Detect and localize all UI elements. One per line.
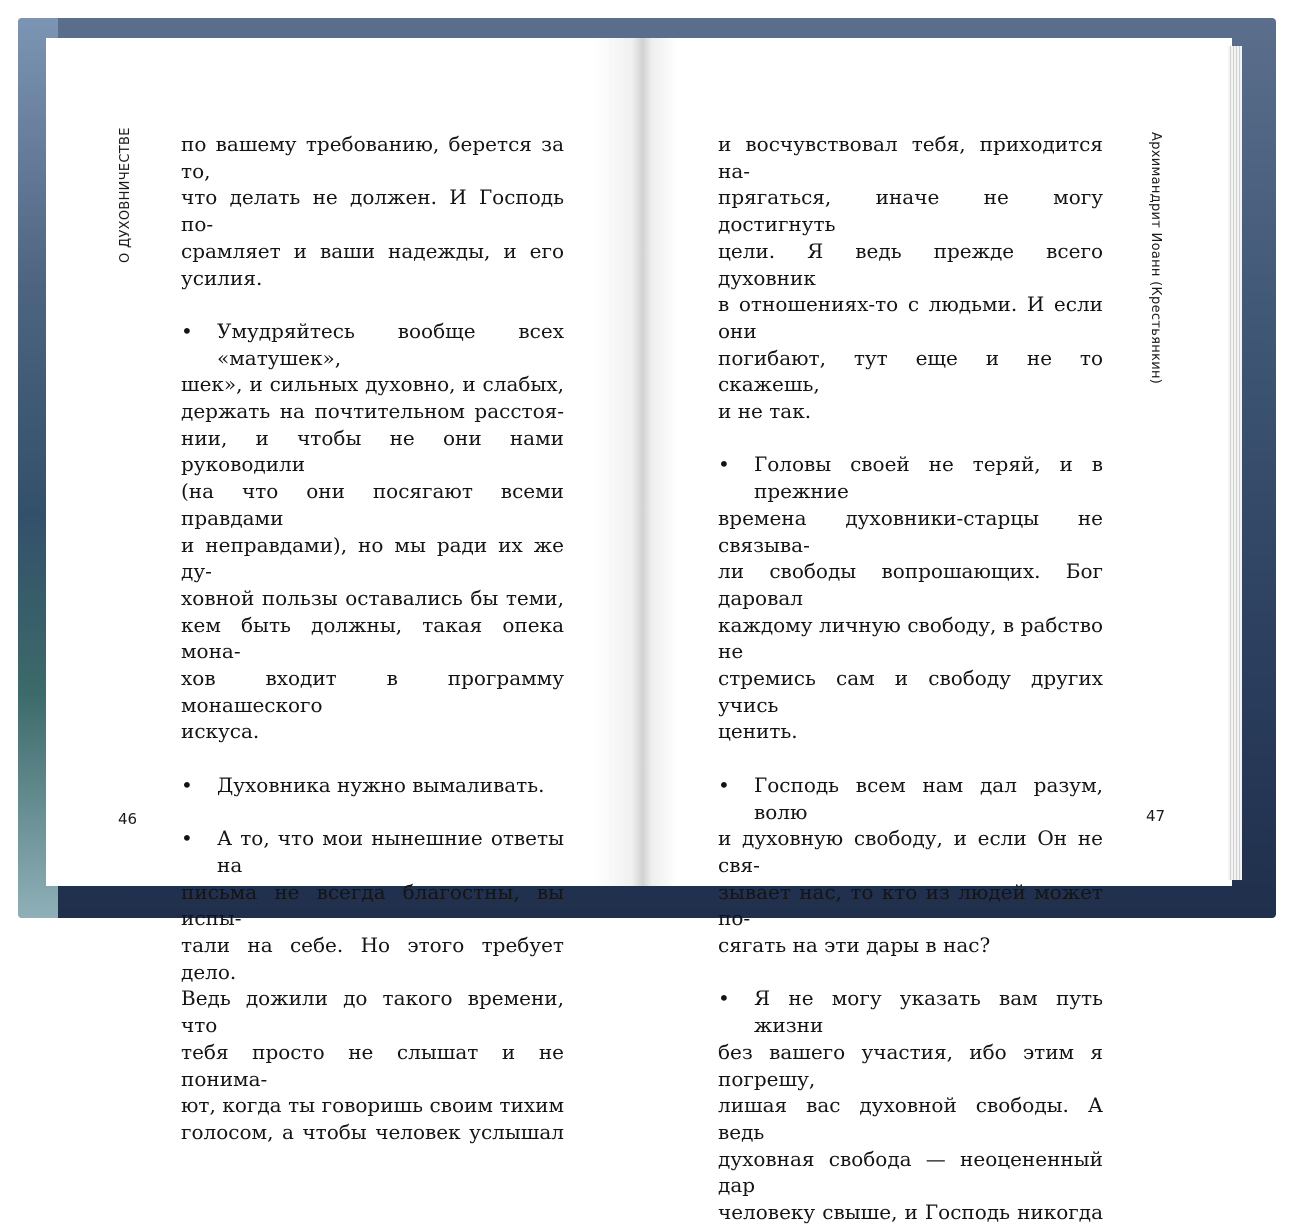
text-line: Духовника нужно вымаливать. (217, 772, 545, 797)
text-line: и духовную свободу, и если Он не свя- (718, 826, 1103, 877)
text-line: Я не могу указать вам путь жизни (754, 986, 1103, 1038)
text-line: что делать не должен. И Господь по- (181, 185, 564, 237)
text-line: ют, когда ты говоришь своим тихим (181, 1093, 564, 1118)
text-line: зывает нас, то кто из людей может по- (718, 879, 1103, 931)
text-line: и неправдами), но мы ради их же ду- (181, 532, 564, 584)
bullet-paragraph-start (181, 772, 564, 799)
text-line: (на что они посягают всеми правдами (181, 479, 564, 530)
text-line: каждому личную свободу, в рабство не (718, 612, 1103, 664)
text-line: ценить. (718, 719, 798, 744)
text-line: духовная свобода — неоцененный дар (718, 1146, 1103, 1198)
right-page-text (718, 131, 1103, 1226)
bullet-icon: • (181, 826, 193, 851)
text-line: человеку свыше, и Господь никогда (718, 1200, 1103, 1225)
page-number-right: 47 (1146, 807, 1166, 825)
text-line: Ведь дожили до такого времени, что (181, 986, 564, 1038)
left-page-text (181, 131, 564, 1146)
bullet-paragraph-start (181, 318, 564, 371)
text-line: ли свободы вопрошающих. Бог даровал (718, 559, 1103, 610)
page-number-left: 46 (118, 810, 138, 828)
text-line: кем быть должны, такая опека мона- (181, 612, 564, 664)
text-line: погибают, тут еще и не то скажешь, (718, 345, 1103, 397)
text-line: по вашему требованию, берется за то, (181, 132, 564, 183)
bullet-icon: • (718, 452, 730, 477)
text-line: прягаться, иначе не могу достигнуть (718, 185, 1103, 237)
text-line: письма не всегда благостны, вы испы- (181, 879, 564, 931)
text-line: Головы своей не теряй, и в прежние (754, 452, 1103, 504)
text-line: без вашего участия, ибо этим я погрешу, (718, 1039, 1103, 1091)
text-line: цели. Я ведь прежде всего духовник (718, 238, 1103, 290)
text-line: Умудряйтесь вообще всех «матушек», (217, 318, 564, 370)
bullet-paragraph-start (718, 451, 1103, 504)
bullet-paragraph-start (181, 825, 564, 878)
text-line: и восчувствовал тебя, приходится на- (718, 132, 1103, 183)
text-line: Господь всем нам дал разум, волю (754, 772, 1103, 824)
text-line: А то, что мои нынешние ответы на (217, 826, 564, 877)
text-line: стремись сам и свободу других учись (718, 666, 1103, 717)
running-head-right: Архимандрит Иоанн (Крестьянкин) (1148, 132, 1163, 385)
text-line: хов входит в программу монашеского (181, 666, 564, 717)
bullet-paragraph-start (718, 985, 1103, 1038)
text-line: искуса. (181, 719, 260, 744)
text-line: времена духовники-старцы не связыва- (718, 505, 1103, 557)
text-line: срамляет и ваши надежды, и его усилия. (181, 238, 564, 290)
text-line: голосом, а чтобы человек услышал (181, 1119, 564, 1144)
text-line: в отношениях-то с людьми. И если они (718, 292, 1103, 343)
page-edges (1228, 46, 1242, 880)
text-line: тебя просто не слышат и не понима- (181, 1039, 564, 1091)
text-line: сягать на эти дары в нас? (718, 933, 991, 958)
bullet-paragraph-start (718, 772, 1103, 825)
text-line: шек», и сильных духовно, и слабых, (181, 372, 564, 397)
running-head-left: О ДУХОВНИЧЕСТВЕ (118, 127, 133, 263)
book-gutter (632, 38, 652, 886)
bullet-icon: • (718, 772, 730, 797)
text-line: лишая вас духовной свободы. А ведь (718, 1093, 1103, 1144)
bullet-icon: • (718, 986, 730, 1011)
text-line: и не так. (718, 399, 812, 424)
text-line: тали на себе. Но этого требует дело. (181, 933, 564, 984)
text-line: держать на почтительном расстоя- (181, 399, 564, 424)
bullet-icon: • (181, 318, 193, 343)
bullet-icon: • (181, 772, 193, 797)
text-line: ховной пользы оставались бы теми, (181, 585, 564, 610)
text-line: нии, и чтобы не они нами руководили (181, 425, 564, 477)
